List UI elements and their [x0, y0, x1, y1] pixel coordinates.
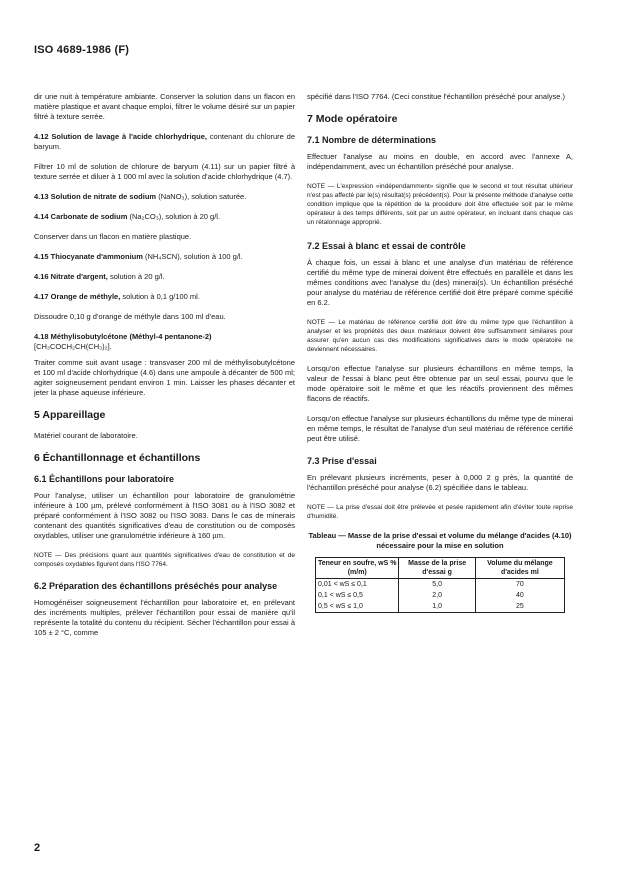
table-cell: 1,0 [399, 601, 475, 613]
table-header: Teneur en soufre, wS % (m/m) [316, 558, 399, 579]
section-title: 4.12 Solution de lavage à l'acide chlorhydrique, [34, 132, 207, 141]
section-4-16 [34, 272, 295, 282]
paragraph: Pour l'analyse, utiliser un échantillon pour laboratoire de granulométrie inférieure à 100 µm, prélevé conformément à l'ISO 3081 ou à l'ISO 3082 et préparé conformément à l'ISO 3082 ou l'ISO 3083. Dans le cas de minerais contenant des quantités significatives d'eau de constitution ou de composés oxydables, utiliser une granulométrie inférieure à 160 µm. [34, 491, 295, 540]
section-7-heading: 7 Mode opératoire [307, 113, 398, 125]
section-title: 4.14 Carbonate de sodium [34, 212, 128, 221]
paragraph: Effectuer l'analyse au moins en double, en accord avec l'annexe A, indépendamment, avec un échantillon préséché pour analyse. [307, 152, 573, 171]
table-row [316, 579, 565, 591]
formula: [CH₃COCH₂CH(CH₃)₂]. [34, 342, 112, 351]
paragraph: Lorsqu'on effectue l'analyse sur plusieurs échantillons du même type de minerai en même temps, le résultat de l'analyse d'un seul matériau de référence certifié peut être utilisé. [307, 414, 573, 443]
table-row [316, 590, 565, 601]
table-cell: 0,1 < wS ≤ 0,5 [316, 590, 399, 601]
table-header: Volume du mélange d'acides ml [475, 558, 564, 579]
note: NOTE — Des précisions quant aux quantités significatives d'eau de constitution et de composés oxydables figurent dans l'ISO 7764. [34, 552, 295, 568]
table-caption: Tableau — Masse de la prise d'essai et volume du mélange d'acides (4.10) nécessaire pour la mise en solution [308, 531, 572, 550]
paragraph: Traiter comme suit avant usage : transvaser 200 ml de méthylisobutylcétone et 100 ml d'acide chlorhydrique (4.6) dans une ampoule à décanter de 500 ml; agiter soigneusement pendant environ 1 min. Laisser les phases décanter et jeter la phase aqueuse inférieure. [34, 358, 295, 397]
data-table [315, 557, 565, 613]
table-cell: 40 [475, 590, 564, 601]
section-4-15 [34, 252, 295, 262]
section-text: solution à 0,1 g/100 ml. [120, 292, 200, 301]
section-4-14 [34, 212, 295, 222]
paragraph: Dissoudre 0,10 g d'orange de méthyle dans 100 ml d'eau. [34, 312, 226, 321]
section-text: contenant du chlorure de baryum. [34, 132, 295, 151]
table-header-row [316, 558, 565, 579]
table-cell: 70 [475, 579, 564, 591]
section-7-2-heading: 7.2 Essai à blanc et essai de contrôle [307, 241, 466, 251]
section-4-18 [34, 332, 295, 352]
section-text: (NaNO₃), solution saturée. [156, 192, 247, 201]
note: NOTE — Le matériau de référence certifié doit être du même type que l'échantillon à analyser et les propriétés des deux matériaux doivent être suffisamment similaires pour assurer qu'en aucun cas des modifications significatives dans le mode opératoire ne deviennent nécessaires. [307, 319, 573, 353]
section-title: 4.16 Nitrate d'argent, [34, 272, 108, 281]
page-number: 2 [34, 842, 41, 854]
paragraph: En prélevant plusieurs incréments, peser à 0,000 2 g près, la quantité de l'échantillon préséché pour analyse (6.2) spécifiée dans le tableau. [307, 473, 573, 492]
section-6-heading: 6 Échantillonnage et échantillons [34, 452, 201, 464]
paragraph: spécifié dans l'ISO 7764. (Ceci constitue l'échantillon préséché pour analyse.) [307, 92, 566, 101]
paragraph: Homogénéiser soigneusement l'échantillon pour laboratoire et, en prélevant des incréments multiples, prélever l'échantillon pour essai de manière qu'il représente la totalité du contenu du récipient. Sécher l'échantillon pour essai à 105 ± 2 °C, comme [34, 598, 295, 637]
paragraph: Filtrer 10 ml de solution de chlorure de baryum (4.11) sur un papier filtré à texture serrée et diluer à 1 000 ml avec la solution d'acide chlorhydrique (4.7). [34, 162, 295, 181]
paragraph: dir une nuit à température ambiante. Conserver la solution dans un flacon en matière plastique et avant chaque emploi, filtrer le volume désiré sur un papier filtré à texture serrée. [34, 92, 295, 121]
document-header: ISO 4689-1986 (F) [34, 44, 130, 56]
section-text: solution à 20 g/l. [107, 272, 165, 281]
section-6-2-heading: 6.2 Préparation des échantillons préséchés pour analyse [34, 581, 278, 591]
section-6-1-heading: 6.1 Échantillons pour laboratoire [34, 474, 175, 484]
section-title: 4.13 Solution de nitrate de sodium [34, 192, 157, 201]
right-column [307, 92, 573, 613]
paragraph: Conserver dans un flacon en matière plastique. [34, 232, 192, 241]
section-title: 4.15 Thiocyanate d'ammonium [34, 252, 143, 261]
note: NOTE — La prise d'essai doit être prélevée et pesée rapidement afin d'éviter toute reprise d'humidité. [307, 504, 573, 520]
paragraph: À chaque fois, un essai à blanc et une analyse d'un matériau de référence certifié du même type de minerai doivent être effectués en parallèle et dans les mêmes conditions avec l'analyse du (des) minerai(s). Un échantillon préséché pour analyse du matériau de référence certifié doit être préparé comme spécifié en 6.2. [307, 258, 573, 307]
table-cell: 2,0 [399, 590, 475, 601]
section-7-3-heading: 7.3 Prise d'essai [307, 456, 377, 466]
left-column [34, 92, 295, 648]
section-text: (NH₄SCN), solution à 100 g/l. [142, 252, 243, 261]
table-cell: 0,5 < wS ≤ 1,0 [316, 601, 399, 613]
section-title: 4.18 Méthylisobutylcétone (Méthyl-4 pentanone-2) [34, 332, 212, 341]
table-header: Masse de la prise d'essai g [399, 558, 475, 579]
section-4-17 [34, 292, 295, 302]
table-cell: 0,01 < wS ≤ 0,1 [316, 579, 399, 591]
note: NOTE — L'expression «indépendamment» signifie que le second et tout résultat ultérieur n'est pas affecté par le(s) résultat(s) précédent(s). Pour la présente méthode d'analyse cette condition implique que la répétition de la procédure doit être effectuée soit par le même opérateur à des temps différents, soit par un autre opérateur, en incluant dans chaque cas un rétalonnage approprié. [307, 183, 573, 226]
section-7-1-heading: 7.1 Nombre de déterminations [307, 135, 437, 145]
table-cell: 5,0 [399, 579, 475, 591]
section-5-heading: 5 Appareillage [34, 409, 106, 421]
section-4-13 [34, 192, 295, 202]
section-title: 4.17 Orange de méthyle, [34, 292, 121, 301]
table-cell: 25 [475, 601, 564, 613]
paragraph: Lorsqu'on effectue l'analyse sur plusieurs échantillons en même temps, la valeur de l'essai à blanc peut être obtenue par un seul essai, pourvu que le mode opératoire soit le même et que les réactifs proviennent des mêmes flacons de réactifs. [307, 364, 573, 403]
table-row [316, 601, 565, 613]
section-4-12 [34, 132, 295, 152]
section-text: (Na₂CO₃), solution à 20 g/l. [127, 212, 221, 221]
paragraph: Matériel courant de laboratoire. [34, 431, 138, 440]
